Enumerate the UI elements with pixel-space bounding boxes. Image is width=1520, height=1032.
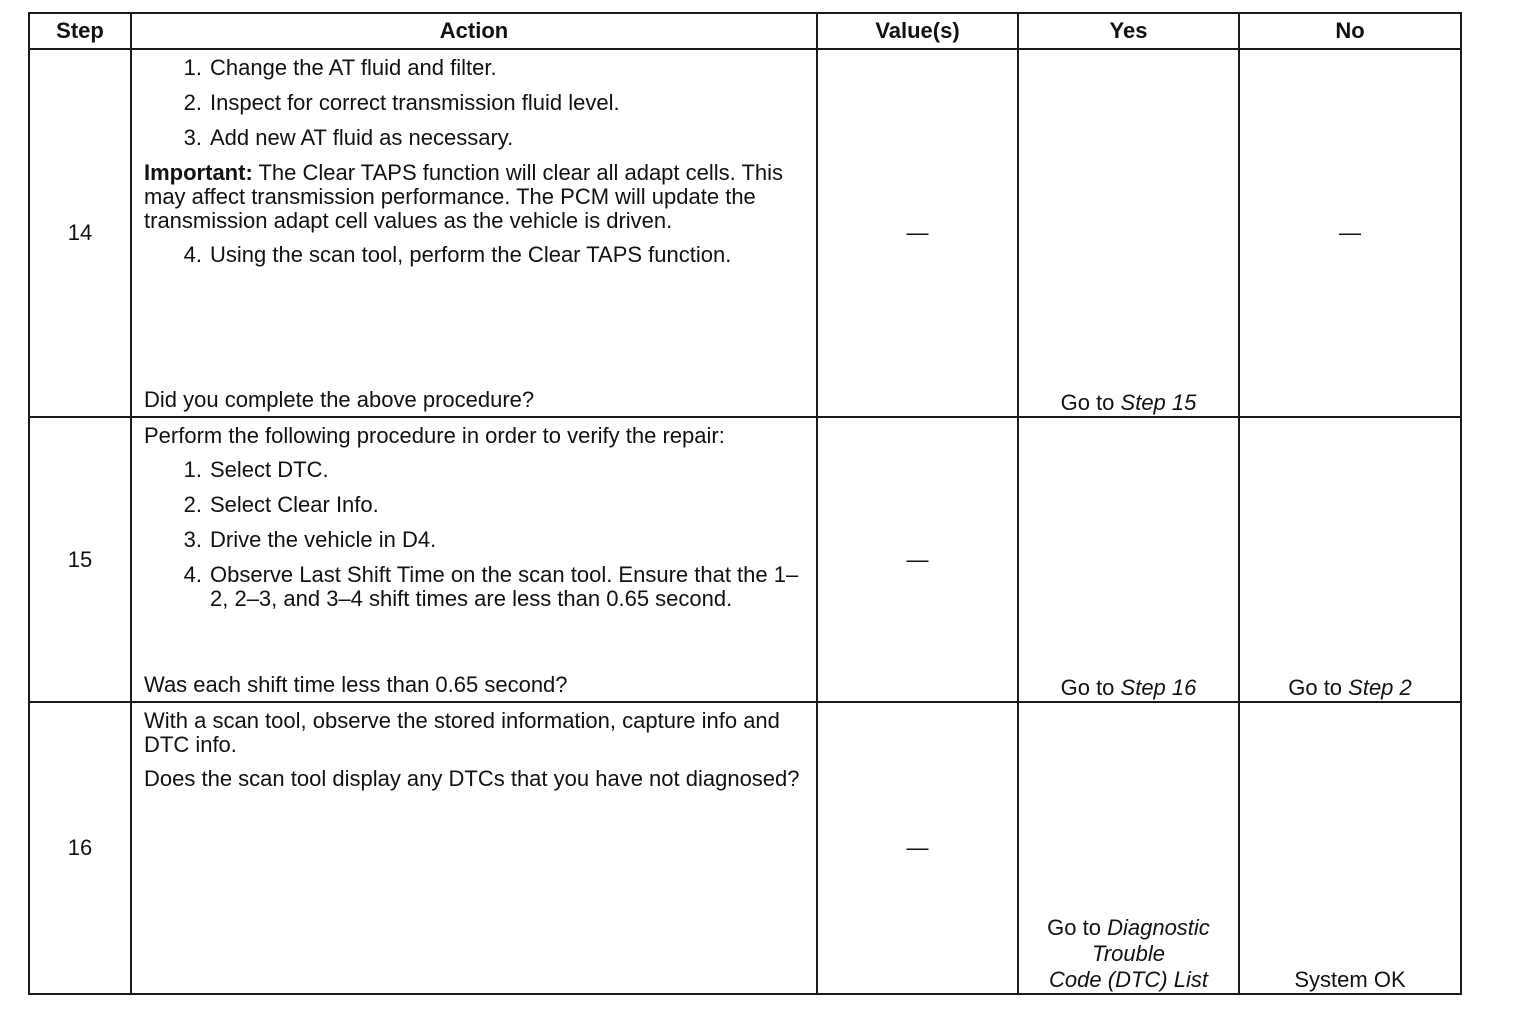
list-number: 1. <box>183 55 202 80</box>
yes-line-1 <box>1019 915 1238 941</box>
important-label: Important: <box>144 160 253 185</box>
list-number: 2. <box>183 90 202 115</box>
list-number: 3. <box>183 527 202 552</box>
header-no: No <box>1239 13 1461 49</box>
table-row-step-16 <box>29 702 1461 994</box>
yes-prefix: Go to <box>1060 390 1121 415</box>
step-number: 15 <box>29 417 131 702</box>
list-text: Inspect for correct transmission fluid level. <box>210 90 620 115</box>
no-cell <box>1239 417 1461 702</box>
action-list <box>144 458 806 611</box>
action-list <box>144 243 806 267</box>
step-number: 16 <box>29 702 131 994</box>
list-text: Change the AT fluid and filter. <box>210 55 497 80</box>
action-intro: Perform the following procedure in order to verify the repair: <box>144 423 725 448</box>
important-text: The Clear TAPS function will clear all adapt cells. This may affect transmission performance. The PCM will update the transmission adapt cell values as the vehicle is driven. <box>144 160 784 233</box>
list-item <box>144 458 806 482</box>
yes-link-part-2[interactable]: Trouble <box>1092 941 1165 966</box>
diagnostic-table <box>28 12 1462 995</box>
action-cell <box>131 702 817 994</box>
table-row-step-15 <box>29 417 1461 702</box>
list-item <box>144 563 806 611</box>
no-cell: — <box>1239 49 1461 417</box>
yes-cell <box>1018 417 1239 702</box>
list-number: 4. <box>183 242 202 267</box>
action-question: Was each shift time less than 0.65 second? <box>144 672 568 697</box>
list-text: Select Clear Info. <box>210 492 379 517</box>
action-list <box>144 56 806 150</box>
action-question: Does the scan tool display any DTCs that you have not diagnosed? <box>144 766 800 791</box>
list-item <box>144 243 806 267</box>
value-cell: — <box>817 49 1018 417</box>
action-question: Did you complete the above procedure? <box>144 387 535 412</box>
value-cell: — <box>817 702 1018 994</box>
yes-link-part-1[interactable]: Diagnostic <box>1107 915 1210 940</box>
list-text: Select DTC. <box>210 457 329 482</box>
list-item <box>144 528 806 552</box>
value-cell: — <box>817 417 1018 702</box>
list-number: 3. <box>183 125 202 150</box>
list-number: 1. <box>183 457 202 482</box>
yes-link[interactable]: Step 15 <box>1120 390 1197 415</box>
list-number: 2. <box>183 492 202 517</box>
list-text: Add new AT fluid as necessary. <box>210 125 514 150</box>
header-values: Value(s) <box>817 13 1018 49</box>
yes-cell <box>1018 702 1239 994</box>
list-item <box>144 126 806 150</box>
list-text: Drive the vehicle in D4. <box>210 527 437 552</box>
yes-prefix: Go to <box>1047 915 1108 940</box>
yes-link-part-3[interactable]: Code (DTC) List <box>1049 967 1208 992</box>
table-row-step-14 <box>29 49 1461 417</box>
action-cell <box>131 49 817 417</box>
list-text: Using the scan tool, perform the Clear TAPS function. <box>210 242 732 267</box>
yes-prefix: Go to <box>1060 675 1121 700</box>
list-number: 4. <box>183 562 202 587</box>
yes-link[interactable]: Step 16 <box>1120 675 1197 700</box>
yes-cell <box>1018 49 1239 417</box>
list-text: Observe Last Shift Time on the scan tool. Ensure that the 1–2, 2–3, and 3–4 shift times are less than 0.65 second. <box>210 562 799 611</box>
header-row <box>29 13 1461 49</box>
action-paragraph: With a scan tool, observe the stored information, capture info and DTC info. <box>144 708 780 757</box>
no-prefix: Go to <box>1288 675 1349 700</box>
step-number: 14 <box>29 49 131 417</box>
list-item <box>144 56 806 80</box>
header-step: Step <box>29 13 131 49</box>
no-cell: System OK <box>1239 702 1461 994</box>
list-item <box>144 493 806 517</box>
list-item <box>144 91 806 115</box>
action-cell <box>131 417 817 702</box>
header-yes: Yes <box>1018 13 1239 49</box>
header-action: Action <box>131 13 817 49</box>
no-link[interactable]: Step 2 <box>1348 675 1412 700</box>
important-note <box>144 161 806 233</box>
